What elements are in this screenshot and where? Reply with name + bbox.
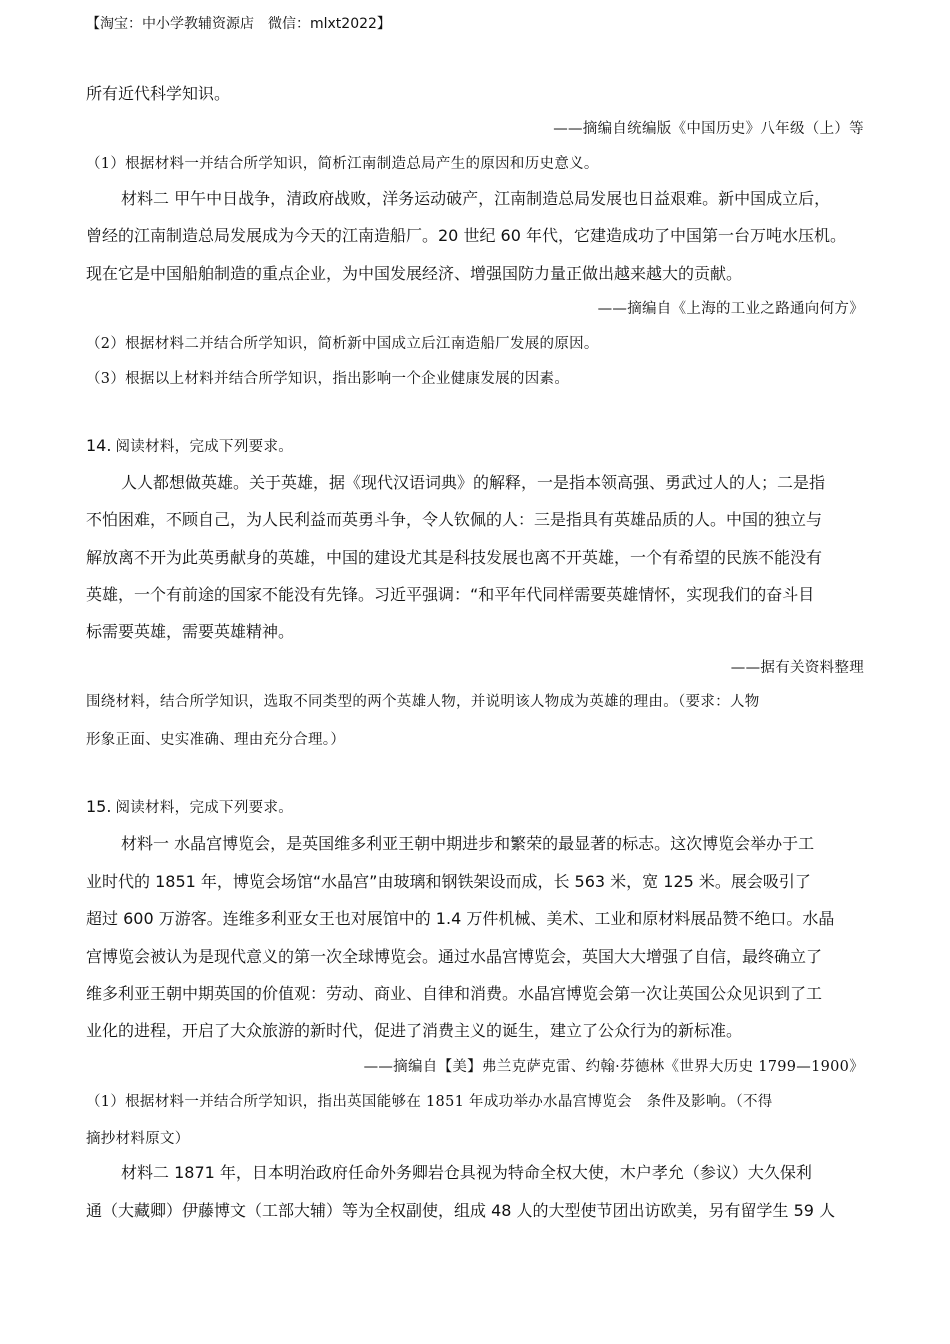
q13-subquestion-3: （3）根据以上材料并结合所学知识，指出影响一个企业健康发展的因素。 <box>86 371 570 387</box>
q15-material1-line-2: 业时代的 1851 年，博览会场馆“水晶宫”由玻璃和钢铁架设而成，长 563 米，宽 125 米。展会吸引了 <box>86 872 811 891</box>
q15-number: 15. <box>86 797 112 816</box>
q14-task-line-2: 形象正面、史实准确、理由充分合理。） <box>86 732 346 748</box>
q15-subquestion-1-line-1: （1）根据材料一并结合所学知识，指出英国能够在 1851 年成功举办水晶宫博览会 条件及影响。（不得 <box>86 1094 773 1110</box>
q15-prompt: 阅读材料，完成下列要求。 <box>115 800 294 816</box>
q15-heading <box>86 796 293 817</box>
q13-material2-line-2: 曾经的江南制造总局发展成为今天的江南造船厂。20 世纪 60 年代，它建造成功了中国第一台万吨水压机。 <box>86 226 846 245</box>
q13-material2-line-3: 现在它是中国船舶制造的重点企业，为中国发展经济、增强国防力量正做出越来越大的贡献。 <box>86 264 743 283</box>
page-header: 【淘宝：中小学教辅资源店 微信：mlxt2022】 <box>86 16 391 32</box>
q14-material-line-2: 不怕困难，不顾自己，为人民利益而英勇斗争，令人钦佩的人：三是指具有英雄品质的人。中国的独立与 <box>86 510 823 529</box>
q13-subquestion-1: （1）根据材料一并结合所学知识，简析江南制造总局产生的原因和历史意义。 <box>86 156 599 172</box>
q13-material2-line-1: 材料二 甲午中日战争，清政府战败，洋务运动破产，江南制造总局发展也日益艰难。新中国成立后， <box>121 189 831 208</box>
q15-material1-line-1: 材料一 水晶宫博览会，是英国维多利亚王朝中期进步和繁荣的最显著的标志。这次博览会举办于工 <box>121 834 815 853</box>
q15-subquestion-1-line-2: 摘抄材料原文） <box>86 1131 190 1147</box>
q14-material-line-3: 解放离不开为此英勇献身的英雄，中国的建设尤其是科技发展也离不开英雄，一个有希望的民族不能没有 <box>86 548 823 567</box>
q14-prompt: 阅读材料，完成下列要求。 <box>115 439 294 455</box>
q15-material2-line-1: 材料二 1871 年，日本明治政府任命外务卿岩仓具视为特命全权大使，木户孝允（参议）大久保利 <box>121 1163 812 1182</box>
q15-material1-line-3: 超过 600 万游客。连维多利亚女王也对展馆中的 1.4 万件机械、美术、工业和原材料展品赞不绝口。水晶 <box>86 909 835 928</box>
q15-source-1: ——摘编自【美】弗兰克萨克雷、约翰·芬德林《世界大历史 1799—1900》 <box>363 1059 864 1075</box>
q15-material2-line-2: 通（大藏卿）伊藤博文（工部大辅）等为全权副使，组成 48 人的大型使节团出访欧美，另有留学生 59 人 <box>86 1201 836 1220</box>
q15-material1-line-4: 宫博览会被认为是现代意义的第一次全球博览会。通过水晶宫博览会，英国大大增强了自信，最终确立了 <box>86 947 823 966</box>
q13-material1-continuation: 所有近代科学知识。 <box>86 84 231 103</box>
q14-material-line-1: 人人都想做英雄。关于英雄，据《现代汉语词典》的解释，一是指本领高强、勇武过人的人；二是指 <box>121 473 826 492</box>
q13-source-1: ——摘编自统编版《中国历史》八年级（上）等 <box>553 121 864 137</box>
q15-material1-line-6: 业化的进程，开启了大众旅游的新时代，促进了消费主义的诞生，建立了公众行为的新标准。 <box>86 1021 743 1040</box>
q14-number: 14. <box>86 436 112 455</box>
q14-material-line-5: 标需要英雄，需要英雄精神。 <box>86 622 295 641</box>
q14-source: ——据有关资料整理 <box>730 660 864 676</box>
q15-material1-line-5: 维多利亚王朝中期英国的价值观：劳动、商业、自律和消费。水晶宫博览会第一次让英国公众见识到了工 <box>86 984 823 1003</box>
q14-heading <box>86 435 293 456</box>
q13-subquestion-2: （2）根据材料二并结合所学知识，简析新中国成立后江南造船厂发展的原因。 <box>86 336 599 352</box>
q14-material-line-4: 英雄，一个有前途的国家不能没有先锋。习近平强调：“和平年代同样需要英雄情怀，实现我们的奋斗目 <box>86 585 815 604</box>
q14-task-line-1: 围绕材料，结合所学知识，选取不同类型的两个英雄人物，并说明该人物成为英雄的理由。（要求：人物 <box>86 694 760 710</box>
q13-source-2: ——摘编自《上海的工业之路通向何方》 <box>597 301 864 317</box>
